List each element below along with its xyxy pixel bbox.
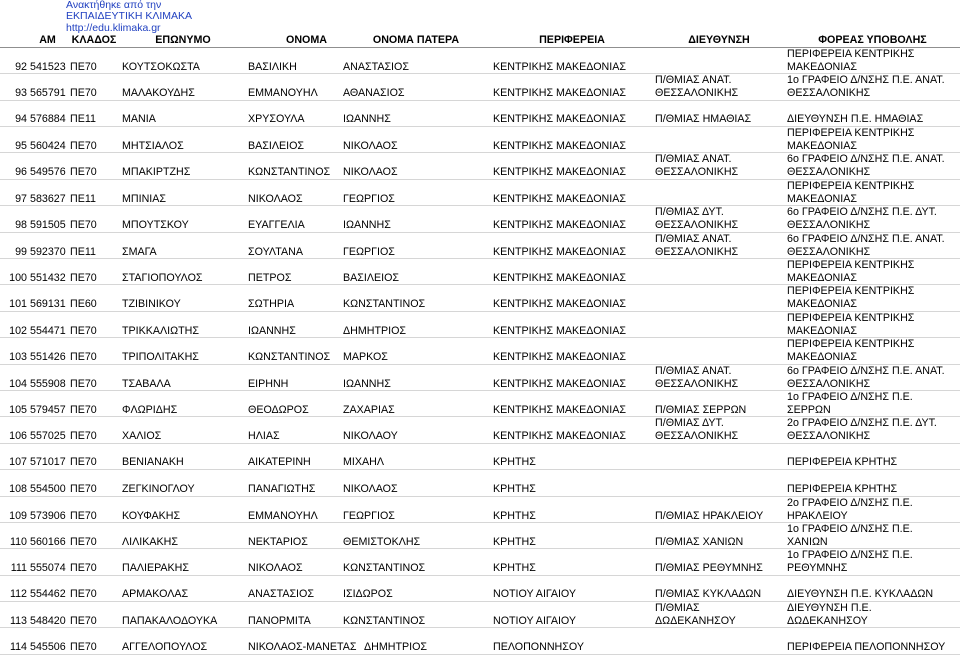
specialty-cell: ΠΕ70 (70, 140, 97, 153)
table-row (0, 259, 960, 285)
region-cell: ΚΕΝΤΡΙΚΗΣ ΜΑΚΕΔΟΝΙΑΣ (493, 324, 626, 337)
father-name-cell: ΜΙΧΑΗΛ (343, 456, 384, 469)
table-row (0, 576, 960, 602)
table-row (0, 365, 960, 391)
region-cell: ΚΕΝΤΡΙΚΗΣ ΜΑΚΕΔΟΝΙΑΣ (493, 377, 626, 390)
submitting-body-cell: 1ο ΓΡΑΦΕΙΟ Δ/ΝΣΗΣ Π.Ε. ΧΑΝΙΩΝ (787, 522, 913, 548)
region-cell: ΚΕΝΤΡΙΚΗΣ ΜΑΚΕΔΟΝΙΑΣ (493, 298, 626, 311)
column-header-first-name: ΟΝΟΜΑ (286, 33, 327, 46)
surname-cell: ΤΡΙΚΚΑΛΙΩΤΗΣ (122, 324, 199, 337)
submitting-body-cell: ΠΕΡΙΦΕΡΕΙΑ ΚΡΗΤΗΣ (787, 456, 898, 469)
first-name-cell: ΝΕΚΤΑΡΙΟΣ (248, 535, 308, 548)
table-row (0, 312, 960, 338)
submitting-body-cell: 2ο ΓΡΑΦΕΙΟ Δ/ΝΣΗΣ Π.Ε. ΗΡΑΚΛΕΙΟΥ (787, 496, 913, 522)
father-name-cell: ΙΩΑΝΝΗΣ (343, 113, 391, 126)
father-name-cell: ΒΑΣΙΛΕΙΟΣ (343, 272, 399, 285)
father-name-cell: ΑΘΑΝΑΣΙΟΣ (343, 87, 405, 100)
specialty-cell: ΠΕ70 (70, 562, 97, 575)
father-name-cell: ΙΣΙΔΩΡΟΣ (343, 588, 393, 601)
directorate-cell: Π/ΘΜΙΑΣ ΡΕΘΥΜΝΗΣ (655, 562, 763, 575)
region-cell: ΝΟΤΙΟΥ ΑΙΓΑΙΟΥ (493, 615, 577, 628)
surname-cell: ΒΕΝΙΑΝΑΚΗ (122, 456, 184, 469)
row-number: 95 (15, 140, 27, 153)
region-cell: ΚΕΝΤΡΙΚΗΣ ΜΑΚΕΔΟΝΙΑΣ (493, 166, 626, 179)
first-name-cell: ΑΙΚΑΤΕΡΙΝΗ (248, 456, 311, 469)
surname-cell: ΖΕΓΚΙΝΟΓΛΟΥ (122, 482, 195, 495)
first-name-cell: ΝΙΚΟΛΑΟΣ-ΜΑΝΕΤΑΣ (248, 640, 357, 653)
directorate-cell: Π/ΘΜΙΑΣ ΑΝΑΤ. ΘΕΣΣΑΛΟΝΙΚΗΣ (655, 232, 739, 258)
region-cell: ΚΕΝΤΡΙΚΗΣ ΜΑΚΕΔΟΝΙΑΣ (493, 219, 626, 232)
directorate-cell: Π/ΘΜΙΑΣ ΧΑΝΙΩΝ (655, 535, 744, 548)
surname-cell: ΠΑΛΙΕΡΑΚΗΣ (122, 562, 189, 575)
row-number: 112 (9, 588, 27, 601)
table-row (0, 127, 960, 153)
father-name-cell: ΚΩΝΣΤΑΝΤΙΝΟΣ (343, 298, 426, 311)
region-cell: ΚΡΗΤΗΣ (493, 509, 536, 522)
specialty-cell: ΠΕ70 (70, 456, 97, 469)
table-row (0, 101, 960, 127)
am-cell: 555074 (30, 562, 66, 575)
submitting-body-cell: 1ο ΓΡΑΦΕΙΟ Δ/ΝΣΗΣ Π.Ε. ΡΕΘΥΜΝΗΣ (787, 549, 913, 575)
specialty-cell: ΠΕ70 (70, 377, 97, 390)
first-name-cell: ΣΟΥΛΤΑΝΑ (248, 245, 303, 258)
am-cell: 555908 (30, 377, 66, 390)
table-row (0, 628, 960, 654)
directorate-cell: Π/ΘΜΙΑΣ ΔΥΤ. ΘΕΣΣΑΛΟΝΙΚΗΣ (655, 417, 739, 443)
father-name-cell: ΓΕΩΡΓΙΟΣ (343, 509, 395, 522)
submitting-body-cell: ΠΕΡΙΦΕΡΕΙΑ ΚΕΝΤΡΙΚΗΣ ΜΑΚΕΔΟΝΙΑΣ (787, 179, 915, 205)
region-cell: ΚΕΝΤΡΙΚΗΣ ΜΑΚΕΔΟΝΙΑΣ (493, 192, 626, 205)
source-name-link[interactable]: ΕΚΠΑΙΔΕΥΤΙΚΗ ΚΛΙΜΑΚΑ (66, 10, 193, 23)
table-row (0, 48, 960, 74)
table-body (0, 48, 960, 655)
directorate-cell: Π/ΘΜΙΑΣ ΚΥΚΛΑΔΩΝ (655, 588, 762, 601)
am-cell: 579457 (30, 403, 66, 416)
row-number: 104 (9, 377, 27, 390)
am-cell: 591505 (30, 219, 66, 232)
row-number: 101 (9, 298, 27, 311)
first-name-cell: ΕΥΑΓΓΕΛΙΑ (248, 219, 305, 232)
table-header (0, 34, 960, 48)
father-name-cell: ΙΩΑΝΝΗΣ (343, 377, 391, 390)
region-cell: ΚΕΝΤΡΙΚΗΣ ΜΑΚΕΔΟΝΙΑΣ (493, 351, 626, 364)
source-url-link[interactable]: http://edu.klimaka.gr (66, 21, 161, 34)
first-name-cell: ΚΩΝΣΤΑΝΤΙΝΟΣ (248, 351, 331, 364)
row-number: 106 (9, 430, 27, 443)
am-cell: 592370 (30, 245, 66, 258)
row-number: 108 (9, 482, 27, 495)
table-row (0, 602, 960, 628)
am-cell: 583627 (30, 192, 66, 205)
row-number: 100 (9, 272, 27, 285)
table-row (0, 285, 960, 311)
father-name-cell: ΓΕΩΡΓΙΟΣ (343, 192, 395, 205)
specialty-cell: ΠΕ70 (70, 60, 97, 73)
father-name-cell: ΖΑΧΑΡΙΑΣ (343, 403, 395, 416)
father-name-cell: ΝΙΚΟΛΑΟΣ (343, 482, 398, 495)
surname-cell: ΑΡΜΑΚΟΛΑΣ (122, 588, 189, 601)
region-cell: ΚΕΝΤΡΙΚΗΣ ΜΑΚΕΔΟΝΙΑΣ (493, 87, 626, 100)
column-header-directorate: ΔΙΕΥΘΥΝΣΗ (688, 33, 750, 46)
submitting-body-cell: ΔΙΕΥΘΥΝΣΗ Π.Ε. ΚΥΚΛΑΔΩΝ (787, 588, 934, 601)
submitting-body-cell: ΠΕΡΙΦΕΡΕΙΑ ΚΕΝΤΡΙΚΗΣ ΜΑΚΕΔΟΝΙΑΣ (787, 338, 915, 364)
directorate-cell: Π/ΘΜΙΑΣ ΑΝΑΤ. ΘΕΣΣΑΛΟΝΙΚΗΣ (655, 153, 739, 179)
specialty-cell: ΠΕ70 (70, 509, 97, 522)
specialty-cell: ΠΕ70 (70, 87, 97, 100)
submitting-body-cell: 6ο ΓΡΑΦΕΙΟ Δ/ΝΣΗΣ Π.Ε. ΑΝΑΤ. ΘΕΣΣΑΛΟΝΙΚΗΣ (787, 232, 945, 258)
surname-cell: ΜΠΟΥΤΣΚΟΥ (122, 219, 189, 232)
directorate-cell: Π/ΘΜΙΑΣ ΑΝΑΤ. ΘΕΣΣΑΛΟΝΙΚΗΣ (655, 364, 739, 390)
region-cell: ΚΕΝΤΡΙΚΗΣ ΜΑΚΕΔΟΝΙΑΣ (493, 403, 626, 416)
submitting-body-cell: ΠΕΡΙΦΕΡΕΙΑ ΚΕΝΤΡΙΚΗΣ ΜΑΚΕΔΟΝΙΑΣ (787, 259, 915, 285)
region-cell: ΝΟΤΙΟΥ ΑΙΓΑΙΟΥ (493, 588, 577, 601)
table-row (0, 180, 960, 206)
column-header-father-name: ΟΝΟΜΑ ΠΑΤΕΡΑ (372, 33, 460, 46)
column-header-specialty: ΚΛΑΔΟΣ (71, 33, 117, 46)
row-number: 111 (10, 562, 27, 575)
am-cell: 576884 (30, 113, 66, 126)
specialty-cell: ΠΕ70 (70, 482, 97, 495)
surname-cell: ΜΠΑΚΙΡΤΖΗΣ (122, 166, 191, 179)
specialty-cell: ΠΕ70 (70, 430, 97, 443)
table-row (0, 233, 960, 259)
row-number: 96 (15, 166, 27, 179)
table-row (0, 444, 960, 470)
first-name-cell: ΝΙΚΟΛΑΟΣ (248, 562, 303, 575)
table-row (0, 153, 960, 179)
row-number: 113 (9, 615, 27, 628)
row-number: 97 (15, 192, 27, 205)
submitting-body-cell: 2ο ΓΡΑΦΕΙΟ Δ/ΝΣΗΣ Π.Ε. ΔΥΤ. ΘΕΣΣΑΛΟΝΙΚΗΣ (787, 417, 937, 443)
first-name-cell: ΧΡΥΣΟΥΛΑ (248, 113, 305, 126)
specialty-cell: ΠΕ70 (70, 219, 97, 232)
directorate-cell: Π/ΘΜΙΑΣ ΣΕΡΡΩΝ (655, 403, 747, 416)
row-number: 103 (9, 351, 27, 364)
surname-cell: ΣΜΑΓΑ (122, 245, 157, 258)
submitting-body-cell: ΠΕΡΙΦΕΡΕΙΑ ΚΕΝΤΡΙΚΗΣ ΜΑΚΕΔΟΝΙΑΣ (787, 311, 915, 337)
submitting-body-cell: ΔΙΕΥΘΥΝΣΗ Π.Ε. ΗΜΑΘΙΑΣ (787, 113, 924, 126)
specialty-cell: ΠΕ70 (70, 615, 97, 628)
am-cell: 571017 (30, 456, 66, 469)
table-row (0, 338, 960, 364)
am-cell: 545506 (30, 640, 66, 653)
row-number: 94 (15, 113, 27, 126)
surname-cell: ΛΙΛΙΚΑΚΗΣ (122, 535, 178, 548)
am-cell: 549576 (30, 166, 66, 179)
specialty-cell: ΠΕ11 (70, 113, 96, 126)
father-name-cell: ΝΙΚΟΛΑΟΥ (343, 430, 398, 443)
region-cell: ΚΡΗΤΗΣ (493, 482, 536, 495)
table-row (0, 74, 960, 100)
first-name-cell: ΒΑΣΙΛΙΚΗ (248, 60, 297, 73)
father-name-cell: ΜΑΡΚΟΣ (343, 351, 388, 364)
specialty-cell: ΠΕ60 (70, 298, 97, 311)
specialty-cell: ΠΕ70 (70, 272, 97, 285)
surname-cell: ΧΑΛΙΟΣ (122, 430, 162, 443)
am-cell: 554471 (30, 324, 66, 337)
specialty-cell: ΠΕ11 (70, 192, 96, 205)
region-cell: ΚΡΗΤΗΣ (493, 562, 536, 575)
first-name-cell: ΠΑΝΟΡΜΙΤΑ (248, 615, 311, 628)
father-name-cell: ΔΗΜΗΤΡΙΟΣ (343, 324, 407, 337)
am-cell: 551426 (30, 351, 66, 364)
column-header-region: ΠΕΡΙΦΕΡΕΙΑ (539, 33, 605, 46)
region-cell: ΚΕΝΤΡΙΚΗΣ ΜΑΚΕΔΟΝΙΑΣ (493, 140, 626, 153)
submitting-body-cell: 6ο ΓΡΑΦΕΙΟ Δ/ΝΣΗΣ Π.Ε. ΑΝΑΤ. ΘΕΣΣΑΛΟΝΙΚΗΣ (787, 364, 945, 390)
surname-cell: ΚΟΥΤΣΟΚΩΣΤΑ (122, 60, 200, 73)
specialty-cell: ΠΕ70 (70, 535, 97, 548)
submitting-body-cell: ΠΕΡΙΦΕΡΕΙΑ ΠΕΛΟΠΟΝΝΗΣΟΥ (787, 640, 946, 653)
father-name-cell: ΘΕΜΙΣΤΟΚΛΗΣ (343, 535, 421, 548)
directorate-cell: Π/ΘΜΙΑΣ ΔΥΤ. ΘΕΣΣΑΛΟΝΙΚΗΣ (655, 206, 739, 232)
first-name-cell: ΒΑΣΙΛΕΙΟΣ (248, 140, 304, 153)
am-cell: 541523 (30, 60, 66, 73)
region-cell: ΠΕΛΟΠΟΝΝΗΣΟΥ (493, 640, 584, 653)
source-attribution (0, 0, 960, 34)
father-name-cell: ΚΩΝΣΤΑΝΤΙΝΟΣ (343, 562, 426, 575)
am-cell: 565791 (30, 87, 66, 100)
am-cell: 569131 (30, 298, 66, 311)
surname-cell: ΣΤΑΓΙΟΠΟΥΛΟΣ (122, 272, 203, 285)
source-text-link[interactable]: Ανακτήθηκε από την (66, 0, 162, 11)
directorate-cell: Π/ΘΜΙΑΣ ΔΩΔΕΚΑΝΗΣΟΥ (655, 602, 736, 628)
table-row (0, 391, 960, 417)
father-name-cell: ΝΙΚΟΛΑΟΣ (343, 166, 398, 179)
region-cell: ΚΕΝΤΡΙΚΗΣ ΜΑΚΕΔΟΝΙΑΣ (493, 272, 626, 285)
father-name-cell: ΙΩΑΝΝΗΣ (343, 219, 391, 232)
submitting-body-cell: 1ο ΓΡΑΦΕΙΟ Δ/ΝΣΗΣ Π.Ε. ΑΝΑΤ. ΘΕΣΣΑΛΟΝΙΚΗΣ (787, 74, 945, 100)
first-name-cell: ΠΑΝΑΓΙΩΤΗΣ (248, 482, 316, 495)
father-name-cell: ΝΙΚΟΛΑΟΣ (343, 140, 398, 153)
specialty-cell: ΠΕ70 (70, 403, 97, 416)
first-name-cell: ΚΩΝΣΤΑΝΤΙΝΟΣ (248, 166, 331, 179)
first-name-cell: ΕΙΡΗΝΗ (248, 377, 289, 390)
specialty-cell: ΠΕ70 (70, 324, 97, 337)
submitting-body-cell: ΠΕΡΙΦΕΡΕΙΑ ΚΕΝΤΡΙΚΗΣ ΜΑΚΕΔΟΝΙΑΣ (787, 47, 915, 73)
am-cell: 560424 (30, 140, 66, 153)
specialty-cell: ΠΕ11 (70, 245, 96, 258)
column-header-submitting-body: ΦΟΡΕΑΣ ΥΠΟΒΟΛΗΣ (818, 33, 927, 46)
first-name-cell: ΘΕΟΔΩΡΟΣ (248, 403, 309, 416)
table-row (0, 417, 960, 443)
first-name-cell: ΗΛΙΑΣ (248, 430, 280, 443)
submitting-body-cell: ΠΕΡΙΦΕΡΕΙΑ ΚΕΝΤΡΙΚΗΣ ΜΑΚΕΔΟΝΙΑΣ (787, 285, 915, 311)
column-header-am: ΑΜ (39, 33, 56, 46)
first-name-cell: ΣΩΤΗΡΙΑ (248, 298, 295, 311)
column-header-surname: ΕΠΩΝΥΜΟ (155, 33, 211, 46)
surname-cell: ΚΟΥΦΑΚΗΣ (122, 509, 181, 522)
surname-cell: ΠΑΠΑΚΑΛΟΔΟΥΚΑ (122, 615, 218, 628)
am-cell: 557025 (30, 430, 66, 443)
table-row (0, 206, 960, 232)
surname-cell: ΑΓΓΕΛΟΠΟΥΛΟΣ (122, 640, 208, 653)
submitting-body-cell: ΠΕΡΙΦΕΡΕΙΑ ΚΡΗΤΗΣ (787, 482, 898, 495)
table-row (0, 523, 960, 549)
am-cell: 554500 (30, 482, 66, 495)
am-cell: 554462 (30, 588, 66, 601)
submitting-body-cell: ΠΕΡΙΦΕΡΕΙΑ ΚΕΝΤΡΙΚΗΣ ΜΑΚΕΔΟΝΙΑΣ (787, 127, 915, 153)
specialty-cell: ΠΕ70 (70, 351, 97, 364)
table-row (0, 497, 960, 523)
region-cell: ΚΕΝΤΡΙΚΗΣ ΜΑΚΕΔΟΝΙΑΣ (493, 245, 626, 258)
surname-cell: ΜΗΤΣΙΑΛΟΣ (122, 140, 184, 153)
surname-cell: ΜΑΝΙΑ (122, 113, 156, 126)
row-number: 93 (15, 87, 27, 100)
row-number: 110 (9, 535, 27, 548)
father-name-cell: ΑΝΑΣΤΑΣΙΟΣ (343, 60, 409, 73)
first-name-cell: ΕΜΜΑΝΟΥΗΛ (248, 87, 318, 100)
am-cell: 573906 (30, 509, 66, 522)
am-cell: 551432 (30, 272, 66, 285)
row-number: 102 (9, 324, 27, 337)
row-number: 92 (15, 60, 27, 73)
father-name-cell: ΚΩΝΣΤΑΝΤΙΝΟΣ (343, 615, 426, 628)
region-cell: ΚΡΗΤΗΣ (493, 456, 536, 469)
row-number: 105 (9, 403, 27, 416)
directorate-cell: Π/ΘΜΙΑΣ ΗΡΑΚΛΕΙΟΥ (655, 509, 764, 522)
region-cell: ΚΕΝΤΡΙΚΗΣ ΜΑΚΕΔΟΝΙΑΣ (493, 60, 626, 73)
submitting-body-cell: ΔΙΕΥΘΥΝΣΗ Π.Ε. ΔΩΔΕΚΑΝΗΣΟΥ (787, 602, 872, 628)
submitting-body-cell: 1ο ΓΡΑΦΕΙΟ Δ/ΝΣΗΣ Π.Ε. ΣΕΡΡΩΝ (787, 390, 913, 416)
am-cell: 560166 (30, 535, 66, 548)
father-name-cell: ΔΗΜΗΤΡΙΟΣ (364, 640, 428, 653)
row-number: 98 (15, 219, 27, 232)
specialty-cell: ΠΕ70 (70, 640, 97, 653)
region-cell: ΚΕΝΤΡΙΚΗΣ ΜΑΚΕΔΟΝΙΑΣ (493, 430, 626, 443)
am-cell: 548420 (30, 615, 66, 628)
first-name-cell: ΙΩΑΝΝΗΣ (248, 324, 296, 337)
first-name-cell: ΕΜΜΑΝΟΥΗΛ (248, 509, 318, 522)
row-number: 109 (9, 509, 27, 522)
row-number: 114 (9, 640, 27, 653)
surname-cell: ΤΡΙΠΟΛΙΤΑΚΗΣ (122, 351, 199, 364)
region-cell: ΚΕΝΤΡΙΚΗΣ ΜΑΚΕΔΟΝΙΑΣ (493, 113, 626, 126)
father-name-cell: ΓΕΩΡΓΙΟΣ (343, 245, 395, 258)
region-cell: ΚΡΗΤΗΣ (493, 535, 536, 548)
surname-cell: ΜΑΛΑΚΟΥΔΗΣ (122, 87, 195, 100)
first-name-cell: ΝΙΚΟΛΑΟΣ (248, 192, 303, 205)
surname-cell: ΤΖΙΒΙΝΙΚΟΥ (122, 298, 181, 311)
first-name-cell: ΑΝΑΣΤΑΣΙΟΣ (248, 588, 314, 601)
directorate-cell: Π/ΘΜΙΑΣ ΗΜΑΘΙΑΣ (655, 113, 752, 126)
surname-cell: ΜΠΙΝΙΑΣ (122, 192, 167, 205)
specialty-cell: ΠΕ70 (70, 588, 97, 601)
surname-cell: ΤΣΑΒΑΛΑ (122, 377, 171, 390)
submitting-body-cell: 6ο ΓΡΑΦΕΙΟ Δ/ΝΣΗΣ Π.Ε. ΑΝΑΤ. ΘΕΣΣΑΛΟΝΙΚΗΣ (787, 153, 945, 179)
directorate-cell: Π/ΘΜΙΑΣ ΑΝΑΤ. ΘΕΣΣΑΛΟΝΙΚΗΣ (655, 74, 739, 100)
submitting-body-cell: 6ο ΓΡΑΦΕΙΟ Δ/ΝΣΗΣ Π.Ε. ΔΥΤ. ΘΕΣΣΑΛΟΝΙΚΗΣ (787, 206, 937, 232)
surname-cell: ΦΛΩΡΙΔΗΣ (122, 403, 178, 416)
specialty-cell: ΠΕ70 (70, 166, 97, 179)
row-number: 107 (9, 456, 27, 469)
row-number: 99 (15, 245, 27, 258)
table-row (0, 549, 960, 575)
table-row (0, 470, 960, 496)
first-name-cell: ΠΕΤΡΟΣ (248, 272, 292, 285)
